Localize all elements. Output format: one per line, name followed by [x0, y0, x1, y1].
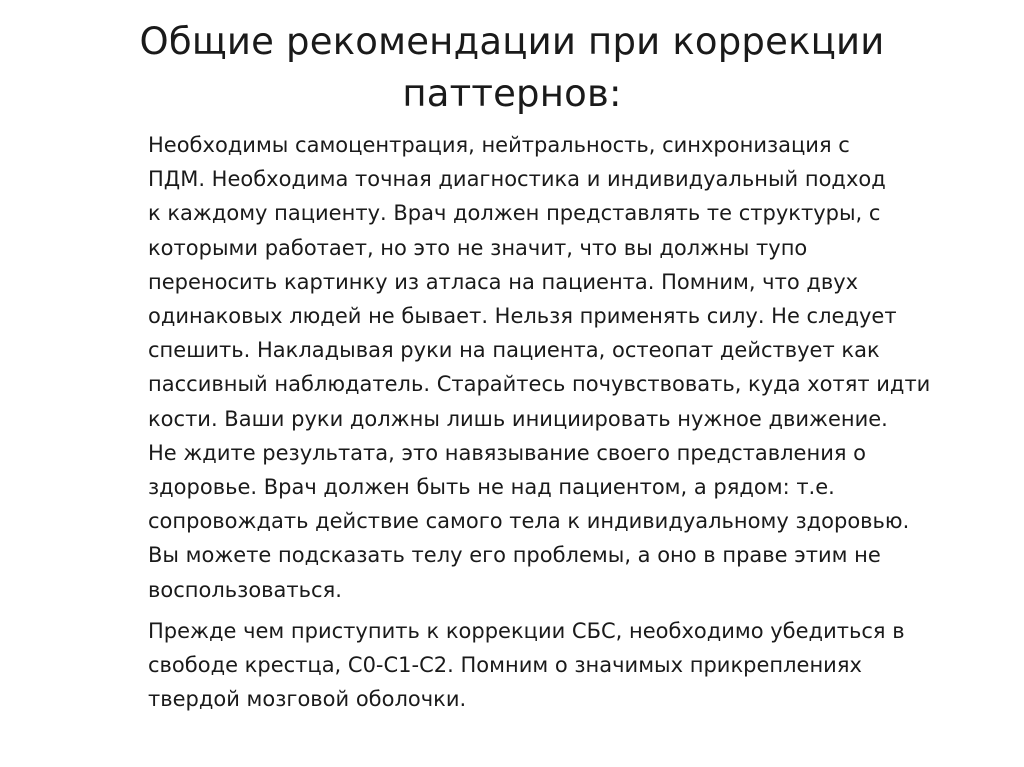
- paragraph-line: кости. Ваши руки должны лишь инициировать нужное движение.: [148, 406, 888, 431]
- paragraph-line: пассивный наблюдатель. Старайтесь почувствовать, куда хотят идти: [148, 372, 931, 397]
- title-line: паттернов:: [402, 72, 622, 115]
- paragraph-line: здоровье. Врач должен быть не над пациентом, а рядом: т.е.: [148, 475, 835, 500]
- slide-title: [100, 16, 924, 120]
- paragraph-line: Прежде чем приступить к коррекции СБС, необходимо убедиться в: [148, 618, 905, 643]
- paragraph-line: Не ждите результата, это навязывание своего представления о: [148, 440, 866, 465]
- paragraph-line: Необходимы самоцентрация, нейтральность, синхронизация с: [148, 133, 850, 157]
- body-paragraph-sbs-correction: [148, 614, 978, 717]
- paragraph-line: Вы можете подсказать телу его проблемы, а оно в праве этим не: [148, 543, 881, 568]
- paragraph-line: которыми работает, но это не значит, что вы должны тупо: [148, 235, 808, 260]
- paragraph-line: переносить картинку из атласа на пациента. Помним, что двух: [148, 269, 859, 294]
- paragraph-line: спешить. Накладывая руки на пациента, остеопат действует как: [148, 338, 880, 363]
- slide-body: [148, 128, 978, 716]
- paragraph-line: к каждому пациенту. Врач должен представлять те структуры, с: [148, 201, 881, 226]
- paragraph-line: твердой мозговой оболочки.: [148, 687, 467, 712]
- paragraph-line: ПДМ. Необходима точная диагностика и индивидуальный подход: [148, 167, 886, 192]
- paragraph-line: свободе крестца, С0-С1-С2. Помним о значимых прикреплениях: [148, 653, 862, 678]
- title-line: Общие рекомендации при коррекции: [139, 20, 885, 63]
- paragraph-line: сопровождать действие самого тела к индивидуальному здоровью.: [148, 509, 910, 534]
- body-paragraph-recommendations: [148, 128, 978, 607]
- paragraph-line: воспользоваться.: [148, 577, 342, 602]
- paragraph-line: одинаковых людей не бывает. Нельзя применять силу. Не следует: [148, 304, 897, 329]
